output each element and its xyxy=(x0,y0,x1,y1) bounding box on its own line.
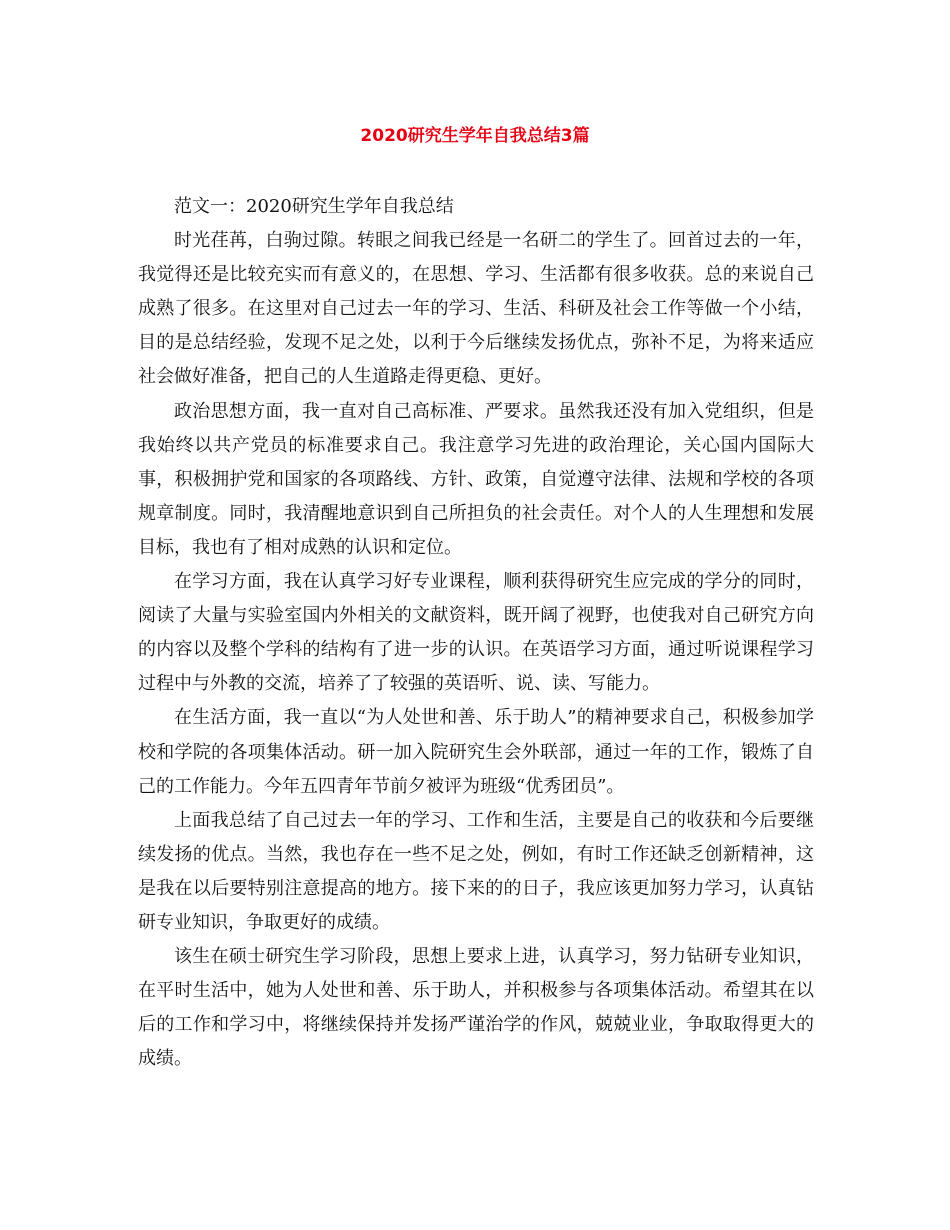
body-paragraph-intro: 时光荏苒，白驹过隙。转眼之间我已经是一名研二的学生了。回首过去的一年，我觉得还是比较充实而有意义的，在思想、学习、生活都有很多收获。总的来说自己成熟了很多。在这里对自己过去一年的学习、生活、科研及社会工作等做一个小结，目的是总结经验，发现不足之处，以利于今后继续发扬优点，弥补不足，为将来适应社会做好准备，把自己的人生道路走得更稳、更好。 xyxy=(138,230,814,388)
body-paragraph-summary: 上面我总结了自己过去一年的学习、工作和生活，主要是自己的收获和今后要继续发扬的优点。当然，我也存在一些不足之处，例如，有时工作还缺乏创新精神，这是我在以后要特别注意提高的地方。接下来的的日子，我应该更加努力学习，认真钻研专业知识，争取更好的成绩。 xyxy=(138,809,814,933)
document-title: 2020研究生学年自我总结3篇 xyxy=(360,126,590,146)
body-paragraph-study: 在学习方面，我在认真学习好专业课程，顺利获得研究生应完成的学分的同时，阅读了大量与实验室国内外相关的文献资料，既开阔了视野，也使我对自己研究方向的内容以及整个学科的结构有了进一步的认识。在英语学习方面，通过听说课程学习过程中与外教的交流，培养了了较强的英语听、说、读、写能力。 xyxy=(138,571,814,695)
body-paragraph-politics: 政治思想方面，我一直对自己高标准、严要求。虽然我还没有加入党组织，但是我始终以共产党员的标准要求自己。我注意学习先进的政治理论，关心国内国际大事，积极拥护党和国家的各项路线、方针、政策，自觉遵守法律、法规和学校的各项规章制度。同时，我清醒地意识到自己所担负的社会责任。对个人的人生理想和发展目标，我也有了相对成熟的认识和定位。 xyxy=(138,400,814,558)
subheading-paragraph: 范文一：2020研究生学年自我总结 xyxy=(174,196,454,217)
document-body xyxy=(138,190,814,1076)
body-paragraph-life: 在生活方面，我一直以“为人处世和善、乐于助人”的精神要求自己，积极参加学校和学院的各项集体活动。研一加入院研究生会外联部，通过一年的工作，锻炼了自己的工作能力。今年五四青年节前夕被评为班级“优秀团员”。 xyxy=(138,707,814,797)
body-paragraph-evaluation: 该生在硕士研究生学习阶段，思想上要求上进，认真学习，努力钻研专业知识，在平时生活中，她为人处世和善、乐于助人，并积极参与各项集体活动。希望其在以后的工作和学习中，将继续保持并发扬严谨治学的作风，兢兢业业，争取取得更大的成绩。 xyxy=(138,946,814,1070)
